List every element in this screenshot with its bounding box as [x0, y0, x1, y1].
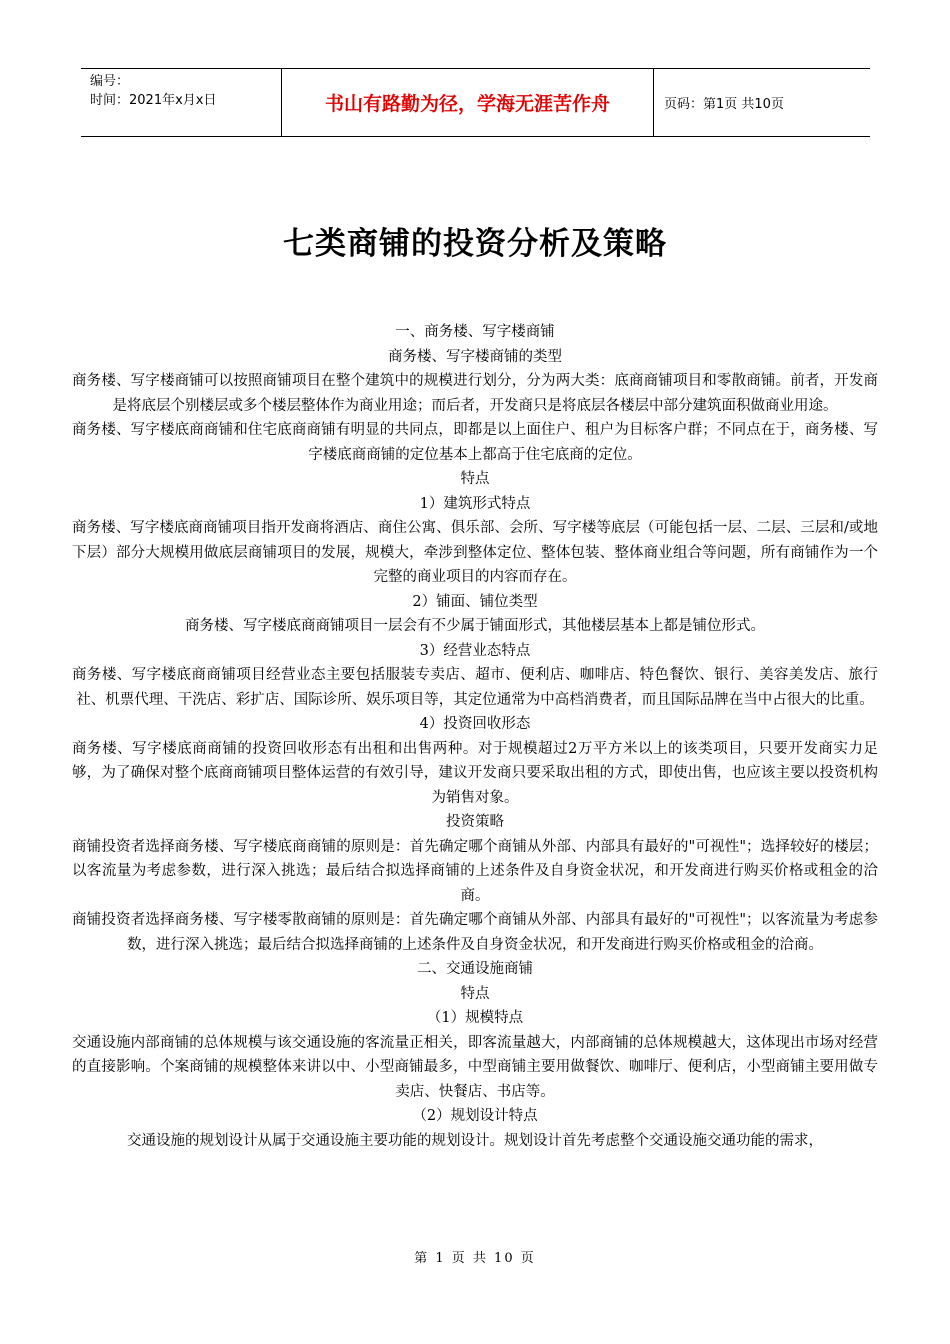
subheading: 商务楼、写字楼商铺的类型: [388, 348, 562, 365]
paragraph: 商铺投资者选择商务楼、写字楼零散商铺的原则是：首先确定哪个商铺从外部、内部具有最好的"可视性"；以客流量为考虑参数，进行深入挑选；最后结合拟选择商铺的上述条件及自身资金状况，和开发商进行购买价格或租金的洽商。: [72, 912, 878, 953]
paragraph: 商务楼、写字楼底商商铺项目指开发商将酒店、商住公寓、俱乐部、会所、写字楼等底层（可能包括一层、二层、三层和/或地下层）部分大规模用做底层商铺项目的发展，规模大，牵涉到整体定位、整体包装、整体商业组合等问题，所有商铺作为一个完整的商业项目的内容而存在。: [72, 520, 878, 585]
paragraph: 商铺投资者选择商务楼、写字楼底商商铺的原则是：首先确定哪个商铺从外部、内部具有最好的"可视性"；选择较好的楼层；以客流量为考虑参数，进行深入挑选；最后结合拟选择商铺的上述条件及自身资金状况，和开发商进行购买价格或租金的洽商。: [72, 838, 878, 904]
paragraph: 交通设施内部商铺的总体规模与该交通设施的客流量正相关，即客流量越大，内部商铺的总体规模越大，这体现出市场对经营的直接影响。个案商铺的规模整体来讲以中、小型商铺最多，中型商铺主要用做餐饮、咖啡厅、便利店，小型商铺主要用做专卖店、快餐店、书店等。: [72, 1034, 878, 1100]
subheading: （2）规划设计特点: [412, 1108, 538, 1124]
subheading: 特点: [460, 985, 490, 1002]
paragraph: 商务楼、写字楼底商商铺项目经营业态主要包括服装专卖店、超市、便利店、咖啡店、特色餐饮、银行、美容美发店、旅行社、机票代理、干洗店、彩扩店、国际诊所、娱乐项目等，其定位通常为中高档消费者，而且国际品牌在当中占很大的比重。: [72, 667, 878, 708]
subheading: （1）规模特点: [426, 1010, 524, 1026]
header-page-info: 页码：第1页 共10页: [664, 97, 784, 112]
section-heading: 二、交通设施商铺: [417, 961, 533, 977]
paragraph: 商务楼、写字楼底商商铺和住宅底商商铺有明显的共同点，即都是以上面住户、租户为目标客户群；不同点在于，商务楼、写字楼底商商铺的定位基本上都高于住宅底商的定位。: [72, 422, 878, 463]
subheading: 2）铺面、铺位类型: [412, 593, 538, 610]
page-footer: 第 1 页 共 10 页: [414, 1251, 536, 1266]
number-label: 编号：: [90, 74, 130, 89]
subheading: 特点: [460, 471, 490, 487]
document-body: [72, 320, 878, 1153]
document-title: 七类商铺的投资分析及策略: [283, 226, 667, 262]
document-header: [81, 68, 870, 137]
section-heading: 一、商务楼、写字楼商铺: [395, 324, 555, 340]
subheading: 投资策略: [446, 814, 504, 830]
subheading: 4）投资回收形态: [419, 716, 531, 732]
paragraph: 商务楼、写字楼底商商铺项目一层会有不少属于铺面形式，其他楼层基本上都是铺位形式。: [185, 618, 765, 634]
time-label: 时间：2021年x月x日: [90, 93, 217, 108]
header-meta: [81, 69, 282, 136]
paragraph: 商务楼、写字楼底商商铺的投资回收形态有出租和出售两种。对于规模超过2万平方米以上的该类项目，只要开发商实力足够，为了确保对整个底商商铺项目整体运营的有效引导，建议开发商只要采取出租的方式，即使出售，也应该主要以投资机构为销售对象。: [72, 740, 878, 806]
subheading: 1）建筑形式特点: [419, 495, 531, 512]
paragraph: 商务楼、写字楼商铺可以按照商铺项目在整个建筑中的规模进行划分，分为两大类：底商商铺项目和零散商铺。前者，开发商是将底层个别楼层或多个楼层整体作为商业用途；而后者，开发商只是将底层各楼层中部分建筑面积做商业用途。: [72, 373, 878, 414]
header-motto: 书山有路勤为径，学海无涯苦作舟: [282, 69, 654, 136]
subheading: 3）经营业态特点: [419, 642, 531, 659]
paragraph: 交通设施的规划设计从属于交通设施主要功能的规划设计。规划设计首先考虑整个交通设施交通功能的需求，: [127, 1132, 823, 1149]
